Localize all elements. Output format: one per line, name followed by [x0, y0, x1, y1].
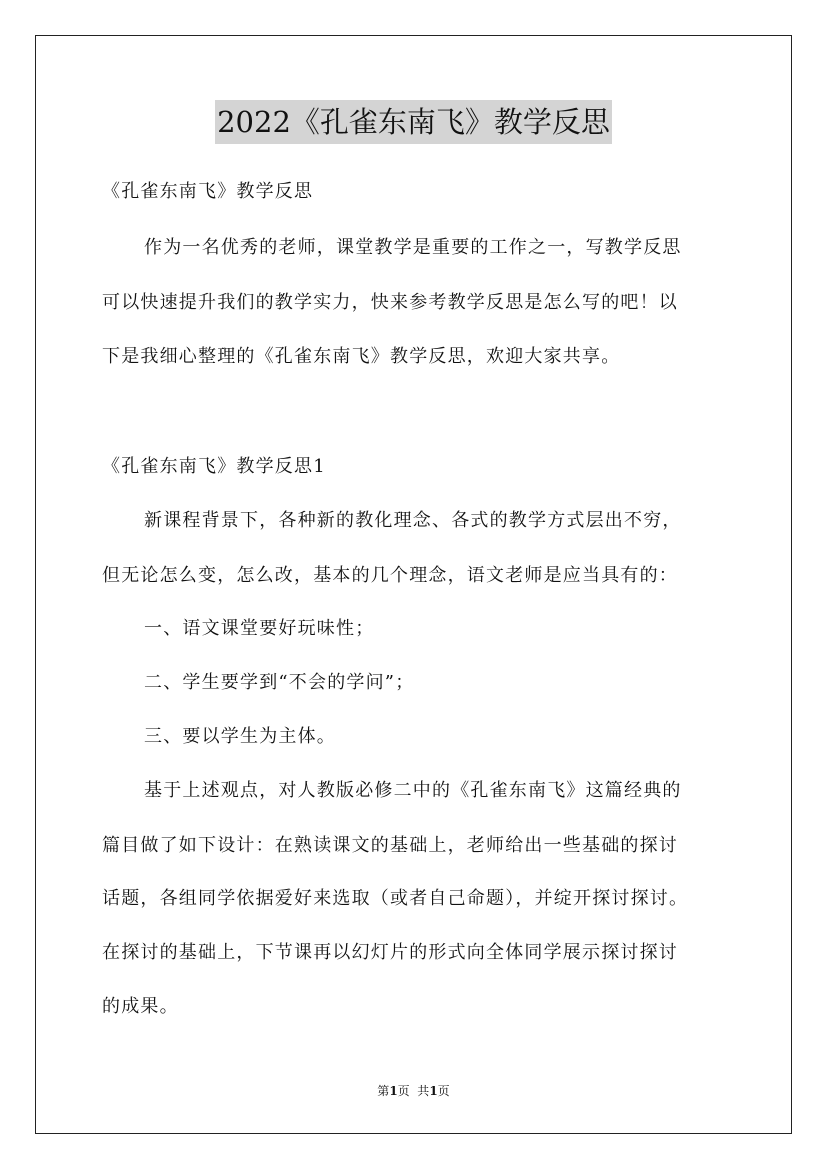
- list-item: 二、学生要学到“不会的学问”；: [144, 672, 415, 693]
- footer-page-number: 1: [389, 1084, 398, 1098]
- intro-line: 作为一名优秀的老师，课堂教学是重要的工作之一，写教学反思: [144, 237, 682, 258]
- section-heading: 《孔雀东南飞》教学反思1: [102, 456, 326, 477]
- list-item: 三、要以学生为主体。: [144, 726, 336, 747]
- intro-line: 下是我细心整理的《孔雀东南飞》教学反思，欢迎大家共享。: [102, 346, 621, 367]
- body-line: 话题，各组同学依据爱好来选取（或者自己命题），并绽开探讨探讨。: [102, 888, 689, 909]
- footer-total-suffix: 页: [437, 1084, 450, 1098]
- body-line: 但无论怎么变，怎么改，基本的几个理念，语文老师是应当具有的：: [102, 565, 678, 586]
- footer-total-pages: 1: [429, 1084, 438, 1098]
- body-line: 基于上述观点，对人教版必修二中的《孔雀东南飞》这篇经典的: [144, 780, 682, 801]
- document-title: [0, 100, 827, 144]
- footer-page-suffix: 页 共: [397, 1084, 430, 1098]
- footer-page-prefix: 第: [377, 1084, 390, 1098]
- page-footer: [0, 1083, 827, 1099]
- body-line: 在探讨的基础上，下节课再以幻灯片的形式向全体同学展示探讨探讨: [102, 942, 678, 963]
- document-subtitle: 《孔雀东南飞》教学反思: [102, 181, 314, 202]
- intro-line: 可以快速提升我们的教学实力，快来参考教学反思是怎么写的吧！以: [102, 292, 678, 313]
- body-line: 新课程背景下，各种新的教化理念、各式的教学方式层出不穷，: [144, 510, 682, 531]
- document-title-text: 2022《孔雀东南飞》教学反思: [215, 100, 612, 144]
- list-item: 一、语文课堂要好玩味性；: [144, 618, 375, 639]
- body-line: 的成果。: [102, 996, 179, 1017]
- body-line: 篇目做了如下设计：在熟读课文的基础上，老师给出一些基础的探讨: [102, 835, 678, 856]
